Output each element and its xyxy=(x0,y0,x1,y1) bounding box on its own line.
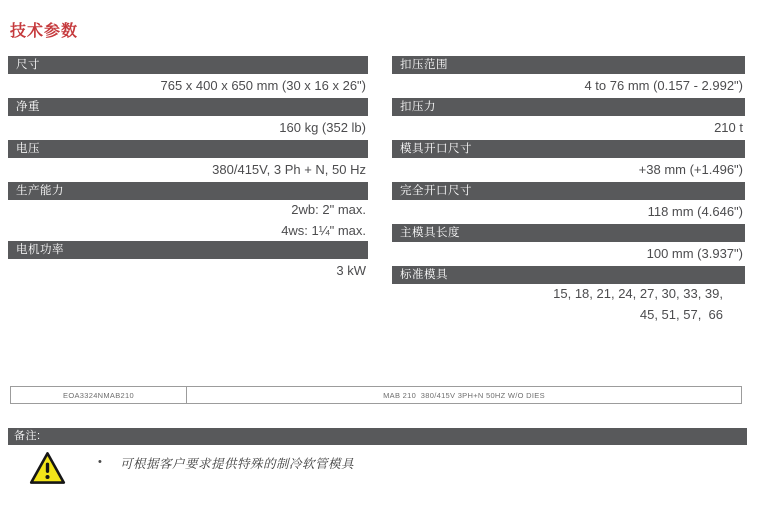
remarks-header: 备注: xyxy=(8,428,747,445)
spec-section-crimp-force xyxy=(392,98,745,140)
page-title: 技术参数 xyxy=(10,23,79,40)
note-bullet: • xyxy=(98,456,102,468)
order-description: MAB 210 380/415V 3PH+N 50HZ W/O DIES xyxy=(383,390,545,400)
spec-section-full-opening xyxy=(392,182,745,224)
spec-value-crimp-range: 4 to 76 mm (0.157 - 2.992") xyxy=(584,78,743,93)
spec-value-standard-dies-1: 15, 18, 21, 24, 27, 30, 33, 39, xyxy=(553,286,723,301)
spec-column-right xyxy=(392,56,745,325)
remarks-note-text: 可根据客户要求提供特殊的制冷软管模具 xyxy=(120,457,355,471)
spec-value-dimensions: 765 x 400 x 650 mm (30 x 16 x 26") xyxy=(160,78,366,93)
spec-label-dimensions: 尺寸 xyxy=(8,56,368,74)
spec-value-motor-power: 3 kW xyxy=(336,263,366,278)
spec-value-capacity-2: 4ws: 1¼" max. xyxy=(281,222,366,238)
spec-value-master-die-length: 100 mm (3.937") xyxy=(646,246,743,261)
spec-label-motor-power: 电机功率 xyxy=(8,241,368,259)
spec-label-standard-dies: 标准模具 xyxy=(392,266,745,284)
spec-section-voltage xyxy=(8,140,368,182)
spec-section-die-opening xyxy=(392,140,745,182)
spec-value-full-opening: 118 mm (4.646") xyxy=(647,204,743,219)
spec-label-die-opening: 模具开口尺寸 xyxy=(392,140,745,158)
spec-section-capacity xyxy=(8,182,368,241)
spec-column-left xyxy=(8,56,368,283)
warning-triangle-icon xyxy=(29,449,66,488)
spec-section-master-die-length xyxy=(392,224,745,266)
spec-section-crimp-range xyxy=(392,56,745,98)
spec-value-capacity-1: 2wb: 2" max. xyxy=(291,202,366,217)
spec-value-voltage: 380/415V, 3 Ph + N, 50 Hz xyxy=(212,162,366,177)
spec-value-net-weight: 160 kg (352 lb) xyxy=(279,120,366,135)
spec-section-net-weight xyxy=(8,98,368,140)
spec-label-crimp-force: 扣压力 xyxy=(392,98,745,116)
spec-value-crimp-force: 210 t xyxy=(714,120,743,135)
spec-value-standard-dies-2: 45, 51, 57, 66 xyxy=(639,306,723,322)
spec-section-motor-power xyxy=(8,241,368,283)
spec-section-standard-dies xyxy=(392,266,745,325)
order-code-table xyxy=(10,386,742,404)
spec-section-dimensions xyxy=(8,56,368,98)
spec-label-full-opening: 完全开口尺寸 xyxy=(392,182,745,200)
spec-value-die-opening: +38 mm (+1.496") xyxy=(638,162,743,177)
order-model-code: EOA3324NMAB210 xyxy=(11,387,187,403)
spec-label-master-die-length: 主模具长度 xyxy=(392,224,745,242)
spec-label-voltage: 电压 xyxy=(8,140,368,158)
spec-label-capacity: 生产能力 xyxy=(8,182,368,200)
spec-label-net-weight: 净重 xyxy=(8,98,368,116)
spec-label-crimp-range: 扣压范围 xyxy=(392,56,745,74)
